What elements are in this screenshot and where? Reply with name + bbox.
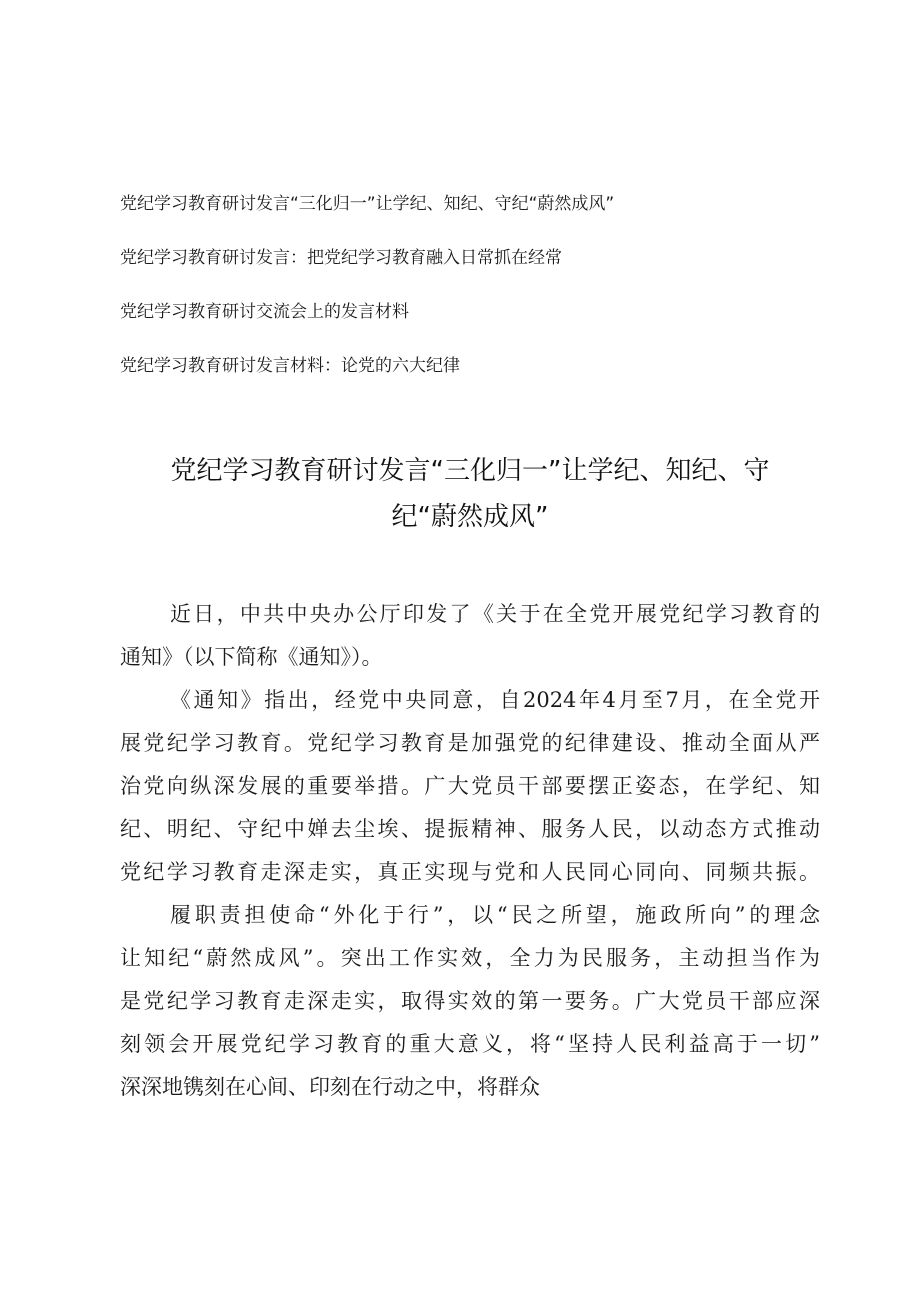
paragraph-1-line-1: 近日，中共中央办公厅印发了《关于在全党开展党纪学习教育的 [170, 602, 820, 626]
toc-item-1: 党纪学习教育研讨发言“三化归一”让学纪、知纪、守纪“蔚然成风” [120, 194, 615, 214]
document-body [120, 593, 820, 1109]
paragraph-3-line-4: 刻领会开展党纪学习教育的重大意义，将“坚持人民利益高于一切” [120, 1032, 820, 1056]
paragraph-2-line-4: 纪、明纪、守纪中婵去尘埃、提振精神、服务人民，以动态方式推动 [120, 817, 820, 841]
paragraph-3-line-3: 是党纪学习教育走深走实，取得实效的第一要务。广大党员干部应深 [120, 989, 820, 1013]
toc-item-2: 党纪学习教育研讨发言：把党纪学习教育融入日常抓在经常 [120, 248, 562, 268]
paragraph-2-line-5: 党纪学习教育走深走实，真正实现与党和人民同心同向、同频共振。 [120, 860, 820, 884]
paragraph-2-line-3: 治党向纵深发展的重要举措。广大党员干部要摆正姿态，在学纪、知 [120, 774, 820, 798]
toc-item-3: 党纪学习教育研讨交流会上的发言材料 [120, 302, 409, 322]
paragraph-3-line-2: 让知纪“蔚然成风”。突出工作实效，全力为民服务，主动担当作为 [120, 946, 820, 970]
paragraph-3-line-1: 履职责担使命“外化于行”，以“民之所望，施政所向”的理念 [170, 903, 820, 927]
table-of-contents [120, 193, 820, 409]
document-title-line-1: 党纪学习教育研讨发言“三化归一”让学纪、知纪、守 [170, 456, 770, 486]
document-title-line-2: 纪“蔚然成风” [391, 502, 549, 532]
paragraph-3-line-5: 深深地镌刻在心间、印刻在行动之中，将群众 [120, 1075, 540, 1099]
document-title [120, 448, 820, 540]
paragraph-2-line-1: 《通知》指出，经党中央同意，自2024年4月至7月，在全党开 [170, 688, 820, 712]
paragraph-2-line-2: 展党纪学习教育。党纪学习教育是加强党的纪律建设、推动全面从严 [120, 731, 820, 755]
paragraph-1-line-2: 通知》（以下简称《通知》）。 [120, 645, 383, 669]
toc-item-4: 党纪学习教育研讨发言材料：论党的六大纪律 [120, 356, 460, 376]
